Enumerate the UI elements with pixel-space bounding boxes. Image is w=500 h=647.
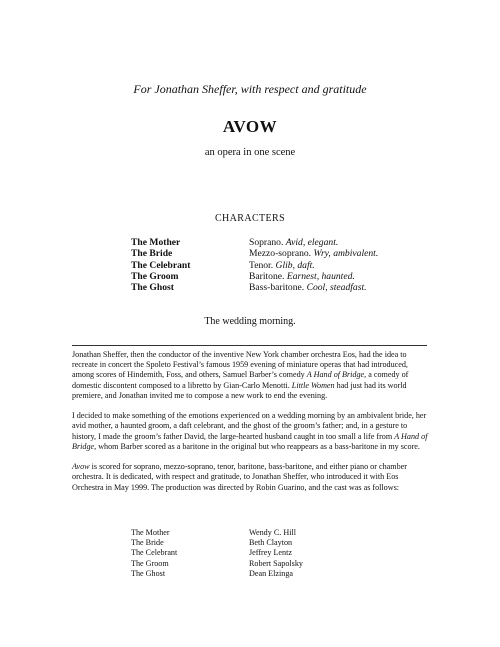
program-notes <box>72 350 430 503</box>
premiere-role: The Bride <box>131 538 164 548</box>
premiere-cast-row <box>131 538 381 548</box>
premiere-role: The Celebrant <box>131 548 178 558</box>
character-voice: Bass-baritone. Cool, steadfast. <box>249 282 367 294</box>
premiere-singer: Robert Sapolsky <box>249 558 303 568</box>
premiere-singer: Beth Clayton <box>249 538 293 548</box>
section-divider <box>72 345 427 346</box>
premiere-cast-row <box>131 559 381 569</box>
character-voice: Baritone. Earnest, haunted. <box>249 270 355 282</box>
premiere-singer: Wendy C. Hill <box>249 528 296 537</box>
notes-paragraph: Jonathan Sheffer, then the conductor of the inventive New York chamber orchestra Eos, had the idea to recreate in concert the Spoleto Festival’s famous 1959 evening of miniature operas that had introduced, among scores of Hindemith, Foss, and others, Samuel Barber’s comedy A Hand of Bridge, a comedy of domestic discontent composed to a libretto by Gian-Carlo Menotti. Little Women had just had its world premiere, and Jonathan invited me to compose a new work to end the evening. <box>72 350 409 400</box>
premiere-role: The Ghost <box>131 568 166 578</box>
notes-paragraph: Avow is scored for soprano, mezzo-soprano, tenor, baritone, bass-baritone, and either piano or chamber orchestra. It is dedicated, with respect and gratitude, to Jonathan Sheffer, who introduced it with Eos Orchestra in May 1999. The production was directed by Robin Guarino, and the cast was as follows: <box>72 462 407 492</box>
character-role: The Groom <box>131 270 179 282</box>
premiere-cast-list <box>131 528 381 579</box>
character-role: The Mother <box>131 237 181 248</box>
character-row <box>131 248 431 259</box>
opera-subtitle: an opera in one scene <box>204 147 296 158</box>
character-description: Earnest, haunted. <box>286 270 355 282</box>
character-row <box>131 271 431 282</box>
premiere-role: The Groom <box>131 558 169 568</box>
premiere-role: The Mother <box>131 528 170 537</box>
premiere-singer: Dean Elzinga <box>249 568 293 578</box>
character-description: Glib, daft. <box>275 259 315 271</box>
setting-line: The wedding morning. <box>204 316 296 327</box>
dedication: For Jonathan Sheffer, with respect and gratitude <box>133 82 367 96</box>
opera-title: AVOW <box>222 117 278 136</box>
character-description: Cool, steadfast. <box>306 282 367 294</box>
character-description: Wry, ambivalent. <box>313 248 379 260</box>
character-role: The Bride <box>131 248 173 260</box>
character-row <box>131 237 431 248</box>
character-role: The Celebrant <box>131 259 191 271</box>
notes-paragraph: I decided to make something of the emotions experienced on a wedding morning by an ambivalent bride, her avid mother, a haunted groom, a daft celebrant, and the ghost of the groom’s father; and, in a gesture to history, I made the groom’s father David, the large-hearted husband caught in too small a life from A Hand of Bridge, whom Barber scored as a baritone in the original but who reappears as a bass-baritone in my score. <box>72 411 428 451</box>
character-voice: Soprano. Avid, elegant. <box>249 237 339 248</box>
character-voice: Mezzo-soprano. Wry, ambivalent. <box>249 248 379 260</box>
premiere-cast-row <box>131 548 381 558</box>
premiere-singer: Jeffrey Lentz <box>249 548 292 558</box>
character-voice: Tenor. Glib, daft. <box>249 259 315 271</box>
character-role: The Ghost <box>131 282 174 294</box>
characters-list <box>131 237 431 293</box>
character-description: Avid, elegant. <box>285 237 339 248</box>
character-row <box>131 260 431 271</box>
premiere-cast-row <box>131 569 381 579</box>
character-row <box>131 282 431 293</box>
characters-heading: CHARACTERS <box>214 213 286 224</box>
premiere-cast-row <box>131 528 381 538</box>
